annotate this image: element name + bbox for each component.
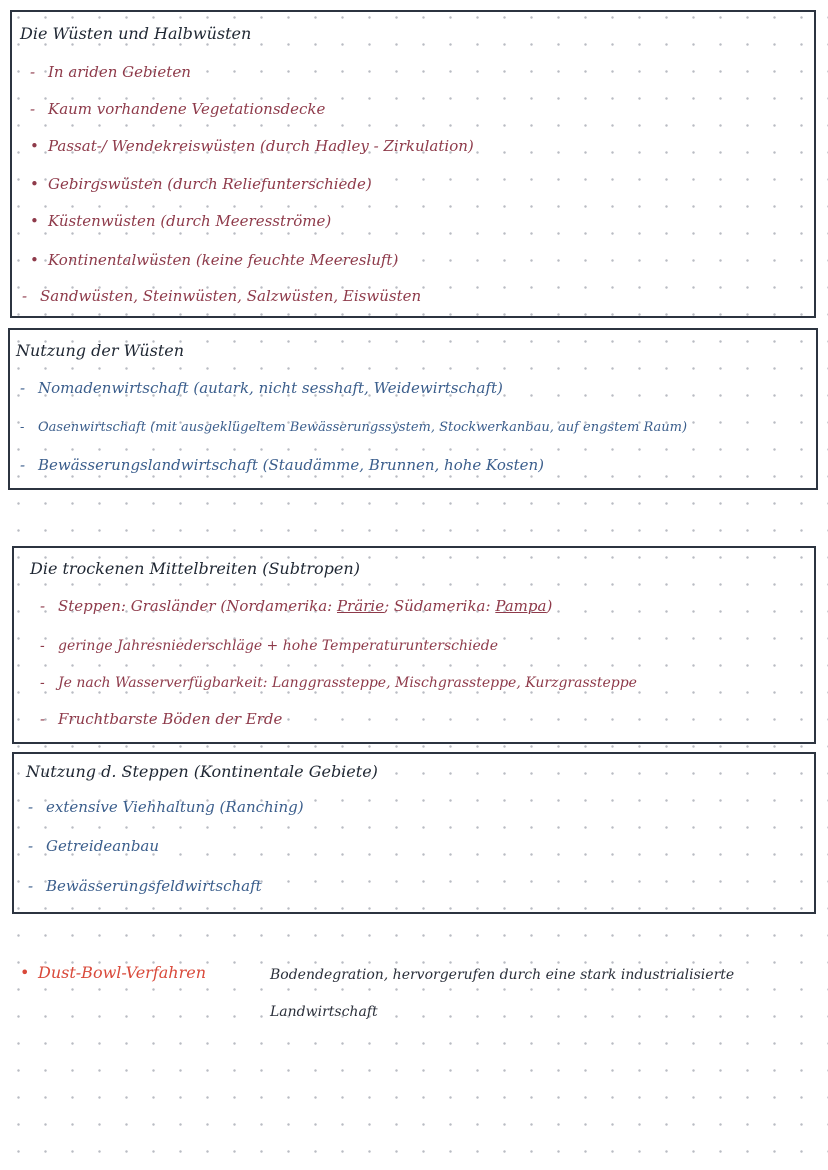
list-item-text: Passat-/ Wendekreiswüsten (durch Hadley - Zirkulation) bbox=[48, 137, 474, 155]
deserts-item bbox=[30, 174, 372, 194]
list-marker: - bbox=[40, 638, 45, 654]
list-marker: - bbox=[28, 837, 34, 855]
steppe-use-item bbox=[28, 836, 159, 856]
steppes-title: Die trockenen Mittelbreiten (Subtropen) bbox=[30, 559, 360, 578]
list-item-text: Kaum vorhandene Vegetationsdecke bbox=[48, 100, 326, 118]
list-marker: • bbox=[30, 251, 39, 269]
list-item-text: Gebirgswüsten (durch Reliefunterschiede) bbox=[48, 175, 372, 193]
list-item-text: In ariden Gebieten bbox=[48, 63, 191, 81]
list-item-text: Sandwüsten, Steinwüsten, Salzwüsten, Eiswüsten bbox=[40, 287, 422, 305]
list-marker: - bbox=[30, 100, 36, 118]
list-marker: - bbox=[20, 420, 25, 435]
list-marker: - bbox=[28, 798, 34, 816]
list-marker: • bbox=[30, 137, 39, 155]
list-item-text: Küstenwüsten (durch Meeresströme) bbox=[48, 212, 332, 230]
deserts-item bbox=[30, 62, 191, 82]
list-item-text: ; Südamerika: bbox=[384, 597, 496, 615]
list-item-text: geringe Jahresniederschläge + hohe Temperaturunterschiede bbox=[58, 638, 499, 654]
deserts-box bbox=[10, 10, 816, 318]
dust-bowl-definition-line1: Bodendegration, hervorgerufen durch eine stark industrialisierte bbox=[270, 967, 735, 983]
list-marker: - bbox=[20, 456, 26, 474]
list-marker: - bbox=[20, 379, 26, 397]
list-item-text: Fruchtbarste Böden der Erde bbox=[58, 710, 283, 728]
steppes-item bbox=[40, 709, 282, 729]
list-marker: • bbox=[30, 175, 39, 193]
deserts-item bbox=[30, 99, 325, 119]
list-item-text: Kontinentalwüsten (keine feuchte Meeresluft) bbox=[48, 251, 399, 269]
list-item-text: ) bbox=[546, 597, 553, 615]
deserts-item bbox=[30, 211, 331, 231]
steppe-use-title: Nutzung d. Steppen (Kontinentale Gebiete) bbox=[26, 762, 378, 781]
deserts-item bbox=[22, 286, 421, 306]
steppes-item bbox=[40, 596, 552, 616]
deserts-title: Die Wüsten und Halbwüsten bbox=[20, 24, 252, 43]
desert-use-item bbox=[20, 455, 544, 475]
list-marker: - bbox=[22, 287, 28, 305]
pampa-term: Pampa bbox=[495, 597, 547, 615]
steppe-use-item bbox=[28, 797, 304, 817]
steppes-item bbox=[40, 636, 498, 656]
steppes-item bbox=[40, 673, 637, 693]
list-item-text: extensive Viehhaltung (Ranching) bbox=[46, 798, 304, 816]
list-item-text: Nomadenwirtschaft (autark, nicht sesshaft, Weidewirtschaft) bbox=[38, 379, 503, 397]
list-item-text: Getreideanbau bbox=[46, 837, 160, 855]
bullet-marker: • bbox=[20, 963, 30, 982]
list-marker: - bbox=[40, 710, 46, 728]
list-marker: • bbox=[30, 212, 39, 230]
deserts-item bbox=[30, 136, 474, 156]
list-marker: - bbox=[28, 877, 34, 895]
list-item-text: Bewässerungsfeldwirtschaft bbox=[46, 877, 262, 895]
deserts-item bbox=[30, 250, 398, 270]
dust-bowl-term bbox=[20, 963, 206, 983]
prairie-term: Prärie bbox=[337, 597, 385, 615]
list-item-text: Oasenwirtschaft (mit ausgeklügeltem Bewässerungssystem, Stockwerkanbau, auf engstem Raum) bbox=[38, 420, 688, 435]
desert-use-item bbox=[20, 378, 503, 398]
list-item-text: Bewässerungslandwirtschaft (Staudämme, Brunnen, hohe Kosten) bbox=[38, 456, 544, 474]
list-marker: - bbox=[40, 675, 45, 691]
dust-bowl-label: Dust-Bowl-Verfahren bbox=[38, 963, 207, 982]
desert-use-title: Nutzung der Wüsten bbox=[16, 341, 185, 360]
list-item-text: Steppen: Grasländer (Nordamerika: bbox=[58, 597, 338, 615]
desert-use-item bbox=[20, 418, 687, 438]
list-marker: - bbox=[40, 597, 46, 615]
dust-bowl-definition-line2: Landwirtschaft bbox=[270, 1004, 378, 1020]
list-item-text: Je nach Wasserverfügbarkeit: Langgrassteppe, Mischgrassteppe, Kurzgrassteppe bbox=[58, 675, 637, 691]
steppe-use-item bbox=[28, 876, 262, 896]
list-marker: - bbox=[30, 63, 36, 81]
